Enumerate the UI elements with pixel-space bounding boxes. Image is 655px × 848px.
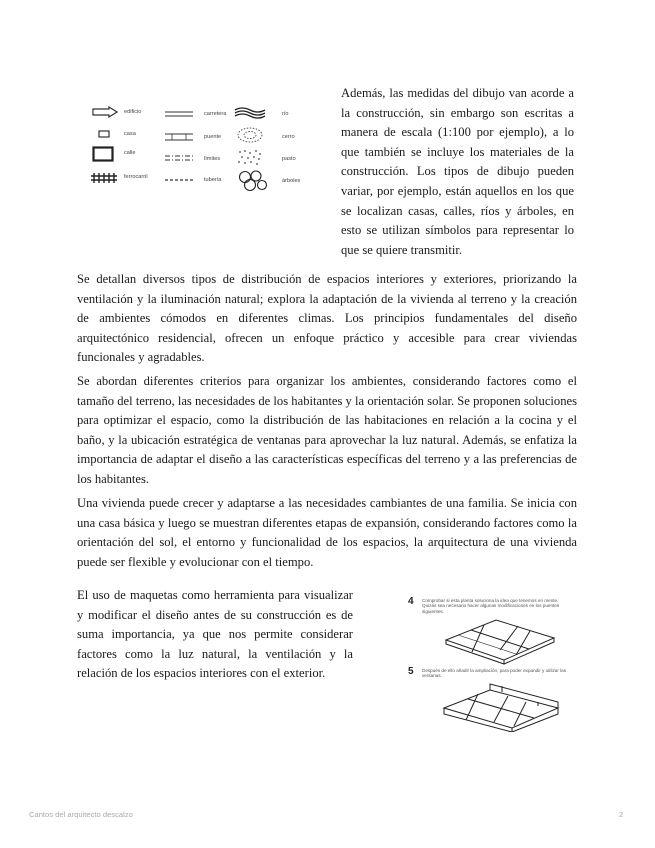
footer-title: Cantos del arquitecto descalzo — [29, 810, 133, 819]
step-5-caption: Después de ello añadir la ampliación, para poder expandir y utilizar las ventanas. — [422, 668, 567, 679]
legend-label-street: calle — [124, 150, 136, 156]
map-symbols-legend-figure — [88, 104, 320, 196]
paragraph-models: El uso de maquetas como herramienta para visualizar y modificar el diseño antes de su construcción es de suma importancia, ya que nos permite considerar factores como la luz natural, la ventilación y la relación de los espacios interiores con el exterior. — [77, 588, 353, 681]
legend-label-trees: árboles — [282, 178, 301, 184]
legend-label-hill: cerro — [282, 134, 295, 140]
building-symbol — [92, 106, 118, 118]
house-symbol — [98, 130, 110, 138]
expanded-house-iso-drawing — [438, 682, 566, 732]
legend-label-building: edificio — [124, 109, 142, 115]
legend-label-boundary: límites — [204, 156, 221, 162]
step-4-caption: Comprobar si esta planta soluciona la idea que tenemos en mente. Quizás sea necesario hacer algunas modificaciones en los puentes siguientes. — [422, 598, 560, 614]
paragraph-space-distribution: Se detallan diversos tipos de distribución de espacios interiores y exteriores, priorizando la ventilación y la iluminación natural; explora la adaptación de la vivienda al terreno y la creación de ambientes cómodos en diferentes climas. Los principios fundamentales del diseño arquitectónico residencial, ofrecen un enfoque práctico y accesible para crear viviendas funcionales y agradables. — [77, 272, 577, 365]
trees-symbol — [238, 170, 268, 192]
page-number: 2 — [619, 810, 624, 819]
street-symbol — [92, 146, 114, 162]
step-5-number: 5 — [408, 666, 414, 677]
paragraph-organization-criteria: Se abordan diferentes criterios para organizar los ambientes, considerando factores como el tamaño del terreno, las necesidades de los habitantes y la orientación solar. Se proponen soluciones para optimizar el espacio, como la distribución de las habitaciones en relación a la cocina y el baño, y la ubicación estratégica de ventanas para aprovechar la luz natural. Además, se enfatiza la importancia de adaptar el diseño a las características específicas del terreno y a las preferencias de los habitantes. — [77, 374, 577, 486]
road-symbol — [164, 110, 194, 118]
legend-label-house: casa — [124, 131, 136, 137]
legend-label-river: río — [282, 111, 289, 117]
legend-label-bridge: puente — [204, 134, 222, 140]
house-model-illustration — [404, 596, 580, 732]
boundary-symbol — [164, 154, 194, 162]
river-symbol — [234, 106, 266, 120]
pipeline-symbol — [164, 176, 194, 184]
grass-symbol — [236, 148, 264, 168]
paragraph-house-growth: Una vivienda puede crecer y adaptarse a las necesidades cambiantes de una familia. Se inicia con una casa básica y luego se muestran diferentes etapas de expansión, considerando factores como la orientación del sol, el entorno y funcionalidad de los espacios, la arquitectura de una vivienda puede ser flexible y evolucionar con el tiempo. — [77, 496, 577, 569]
paragraph-drawing-scale: Además, las medidas del dibujo van acorde a la construcción, sin embargo son escritas a manera de escala (1:100 por ejemplo), a lo que también se incluye los materiales de la construcción. Los tipos de dibujo pueden variar, por ejemplo, están aquellos en los que se localizan casas, calles, ríos y árboles, en esto se utilizan símbolos para representar lo que se quiere transmitir. — [341, 86, 574, 257]
bridge-symbol — [164, 132, 194, 142]
step-4-number: 4 — [408, 596, 414, 607]
legend-label-pipeline: tubería — [204, 177, 222, 183]
legend-label-railroad: ferrocarril — [124, 174, 148, 180]
floor-plan-iso-drawing — [438, 616, 562, 666]
legend-label-grass: pasto — [282, 156, 296, 162]
hill-symbol — [236, 126, 264, 144]
legend-label-road: carretera — [204, 111, 227, 117]
railroad-symbol — [90, 172, 118, 184]
